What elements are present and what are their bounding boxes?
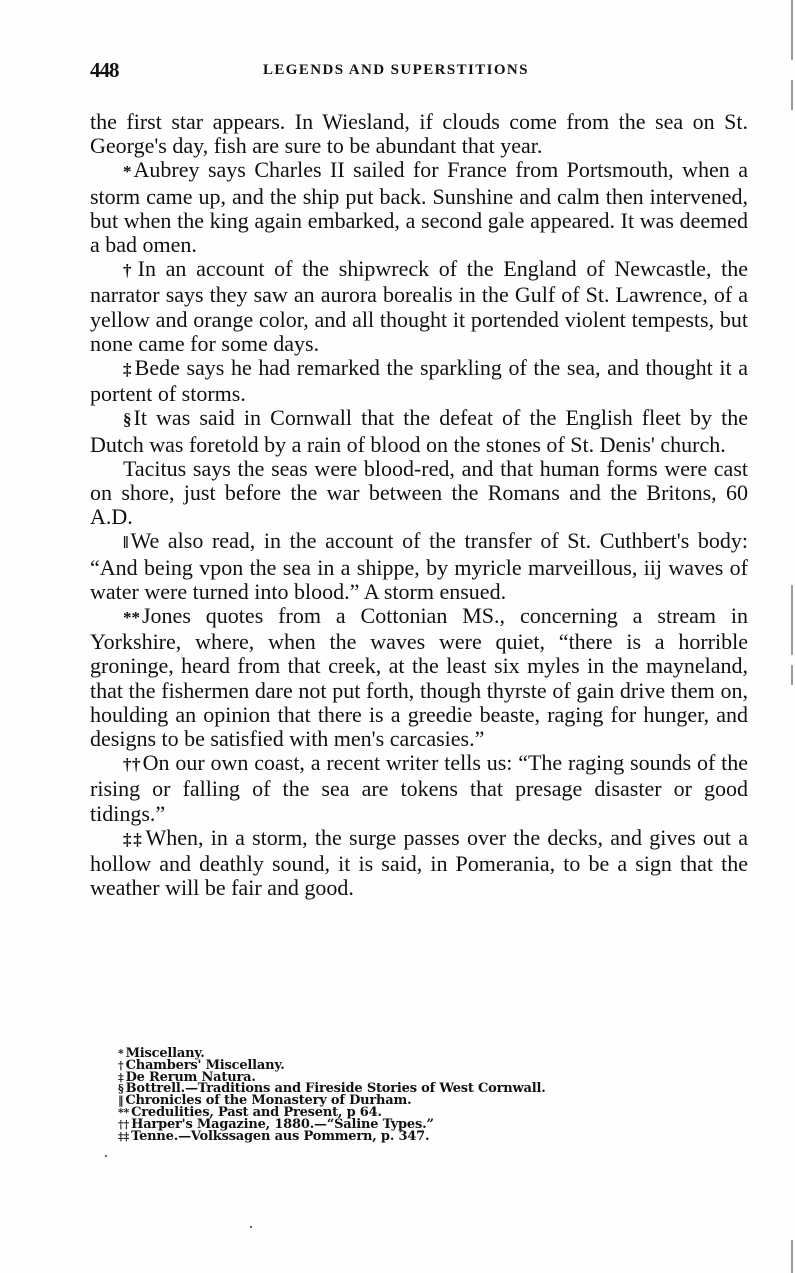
footnote-mark: ††: [123, 755, 141, 775]
footnote-text: Tenne.—Volkssagen aus Pommern, p. 347.: [131, 1128, 430, 1144]
paragraph: [90, 158, 748, 257]
paragraph-text: When, in a storm, the surge passes over the decks, and gives out a hollow and deathly sound, it is said, in Pomerania, to be a sign that the weather will be fair and good.: [90, 824, 748, 901]
footnote: [118, 1128, 618, 1144]
paragraph-text: Aubrey says Charles II sailed for France from Portsmouth, when a storm came up, and the ship put back. Sunshine and calm then intervened, but when the king again embarked, a second gale appeared. It was deemed a bad omen.: [90, 157, 748, 258]
paragraph-text: On our own coast, a recent writer tells us: “The raging sounds of the rising or falling of the sea are tokens that presage disaster or good tidings.”: [90, 750, 749, 826]
body-text: [90, 110, 748, 901]
footnote-text: De Rerum Natura.: [125, 1069, 256, 1085]
page-edge-shadow: [791, 1240, 793, 1273]
paragraph: [90, 751, 748, 826]
paragraph: [90, 257, 748, 356]
scan-speck: [105, 1155, 107, 1157]
paragraph-text: It was said in Cornwall that the defeat of the English fleet by the Dutch was foretold by a rain of blood on the stones of St. Denis' church.: [90, 405, 748, 457]
paragraph: [90, 110, 748, 158]
paragraph: [90, 406, 748, 456]
footnote-mark: *: [123, 162, 132, 182]
paragraph-text: the first star appears. In Wiesland, if clouds come from the sea on St. George's day, fish are sure to be abundant that year.: [90, 109, 748, 159]
paragraph-text: In an account of the shipwreck of the England of Newcastle, the narrator says they saw an aurora borealis in the Gulf of St. Lawrence, of a yellow and orange color, and all thought it portended violent tempests, but none came for some days.: [90, 256, 748, 356]
footnote-mark: **: [118, 1105, 130, 1119]
footnote-mark: ††: [118, 1117, 130, 1131]
scan-speck: [250, 1226, 252, 1228]
paragraph: [90, 529, 748, 604]
paragraph-text: Tacitus says the seas were blood-red, and that human forms were cast on shore, just before the war between the Romans and the Britons, 60 A.D.: [90, 455, 748, 530]
footnote-text: Harper's Magazine, 1880.—“Saline Types.”: [131, 1116, 434, 1132]
page-number: 448: [90, 58, 119, 82]
footnote-mark: †: [118, 1058, 124, 1072]
paragraph: [90, 356, 748, 406]
footnote-mark: ‖: [123, 533, 129, 553]
page-edge-shadow: [791, 80, 793, 110]
footnote-text: Credulities, Past and Present, p 64.: [131, 1104, 382, 1120]
footnote-mark: †: [123, 261, 136, 281]
footnote-text: Bottrell.—Traditions and Fireside Stories of West Cornwall.: [125, 1081, 546, 1097]
paragraph: [90, 826, 748, 901]
paragraph-text: Bede says he had remarked the sparkling of the sea, and thought it a portent of storms.: [90, 355, 748, 407]
paragraph-text: Jones quotes from a Cottonian MS., concerning a stream in Yorkshire, where, when the waves were quiet, “there is a horrible groninge, heard from that creek, at the least six myles in the mayneland, that the fishermen dare not put forth, though thyrste of gain drive them on, houlding an opinion that there is a greedie beaste, raging for hunger, and designs to be satisfied with men's carcasies.”: [90, 603, 748, 752]
footnote-mark: ‡‡: [123, 829, 144, 849]
footnote-text: Chronicles of the Monastery of Durham.: [125, 1093, 412, 1109]
page-edge-shadow: [791, 0, 793, 60]
paragraph: [90, 604, 748, 751]
running-head: LEGENDS AND SUPERSTITIONS: [263, 62, 529, 78]
paragraph-text: We also read, in the account of the transfer of St. Cuthbert's body: “And being vpon the sea in a shippe, by myricle marveillous, iij waves of water were turned into blood.” A storm ensued.: [90, 528, 748, 604]
page-header: [90, 58, 750, 82]
footnote-text: Chambers' Miscellany.: [125, 1057, 285, 1073]
footnote-mark: ‖: [118, 1094, 124, 1108]
footnote-mark: §: [118, 1082, 124, 1096]
page-edge-shadow: [791, 665, 793, 685]
paragraph: [90, 457, 748, 530]
footnote-mark: *: [118, 1047, 124, 1060]
footnote-mark: ‡: [123, 360, 133, 380]
footnotes: [118, 1048, 618, 1142]
page-edge-shadow: [791, 585, 793, 655]
footnote-mark: **: [123, 608, 140, 628]
footnote-mark: ‡‡: [118, 1129, 130, 1143]
footnote-mark: §: [123, 410, 132, 430]
footnote-mark: ‡: [118, 1070, 124, 1084]
footnote-text: Miscellany.: [125, 1046, 205, 1061]
